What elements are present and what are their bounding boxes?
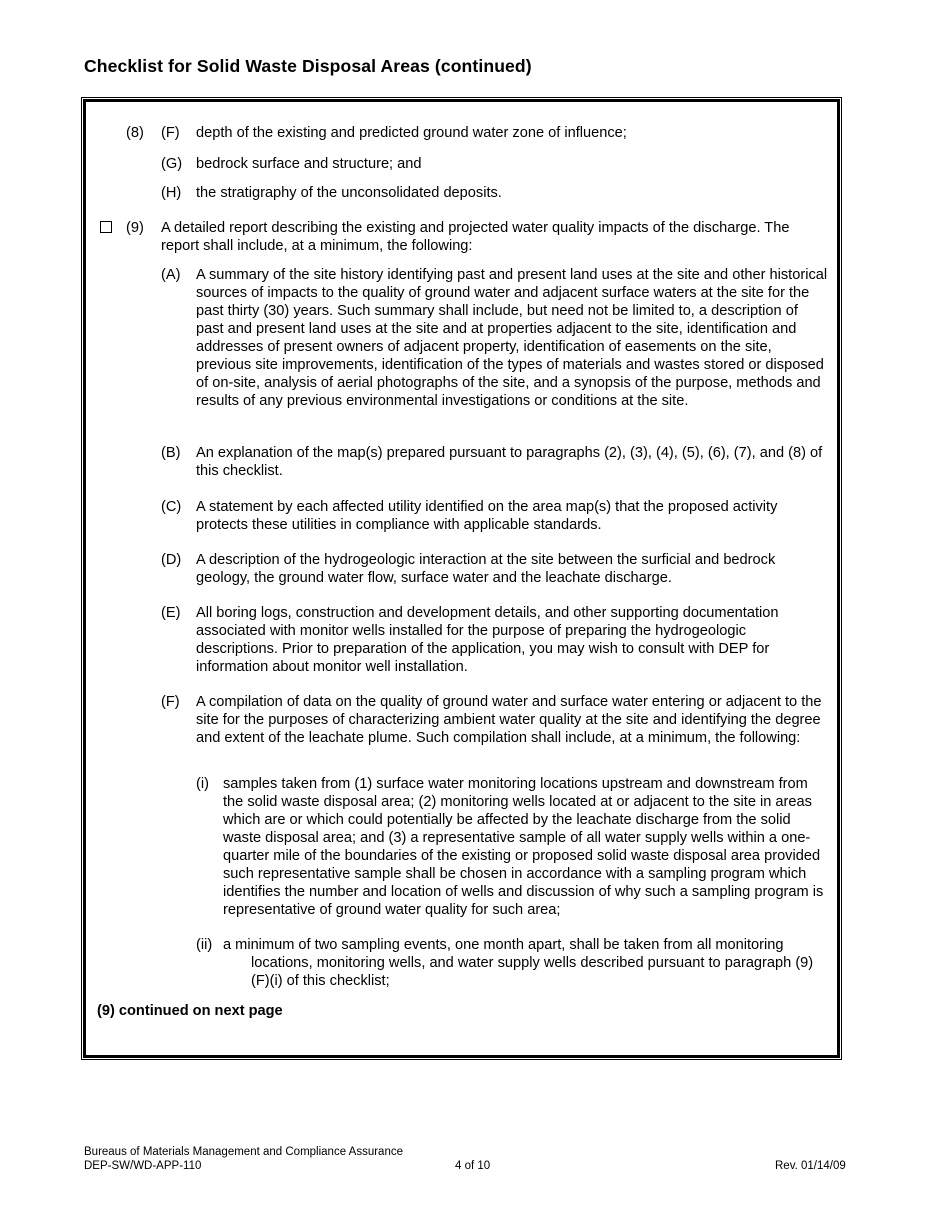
item-9-F-text: A compilation of data on the quality of ground water and surface water entering or adjacent to the site for the purposes of characterizing ambient water quality at the site and identifying the degree and extent of the leachate plume. Such compilation shall include, at a minimum, the following:: [196, 694, 822, 746]
item-8-H-text: the stratigraphy of the unconsolidated deposits.: [196, 185, 502, 201]
footer-form-id: DEP-SW/WD-APP-110: [84, 1160, 202, 1172]
item-9-checkbox[interactable]: [100, 221, 112, 233]
item-9-D-label: (D): [161, 552, 182, 568]
item-8-F-label: (F): [161, 125, 180, 141]
item-9-D-text: A description of the hydrogeologic interaction at the site between the surficial and bedrock geology, the ground water flow, surface water and the leachate discharge.: [196, 552, 776, 586]
item-9-B-text: An explanation of the map(s) prepared pursuant to paragraphs (2), (3), (4), (5), (6), (7), and (8) of this checklist.: [196, 445, 823, 479]
item-9-C-label: (C): [161, 499, 182, 515]
item-9-A-label: (A): [161, 267, 181, 283]
item-9-F-i-text: samples taken from (1) surface water monitoring locations upstream and downstream from the solid waste disposal area; (2) monitoring wells located at or adjacent to the site in areas which are or which could potentially be affected by the leachate discharge from the solid waste disposal area; and (3) a representative sample of all water supply wells within a one-quarter mile of the boundaries of the existing or proposed solid waste disposal area provided such representative sample shall be chosen in accordance with a sampling program which identifies the number and location of wells and discussion of why such a sampling program is representative of ground water quality for such area;: [223, 776, 824, 918]
item-8-H-label: (H): [161, 185, 182, 201]
continued-note: (9) continued on next page: [97, 1003, 283, 1019]
item-8-F-text: depth of the existing and predicted ground water zone of influence;: [196, 125, 627, 141]
item-8-number: (8): [126, 125, 144, 141]
item-9-F-ii-text-line1: a minimum of two sampling events, one month apart, shall be taken from all monitoring: [223, 937, 784, 953]
item-8-G-text: bedrock surface and structure; and: [196, 156, 422, 172]
item-9-C-text: A statement by each affected utility identified on the area map(s) that the proposed activity protects these utilities in compliance with applicable standards.: [196, 499, 778, 533]
footer-org: Bureaus of Materials Management and Compliance Assurance: [84, 1146, 403, 1158]
item-9-F-ii-text-rest: locations, monitoring wells, and water supply wells described pursuant to paragraph (9)(F)(i) of this checklist;: [251, 955, 814, 989]
item-9-F-i-label: (i): [196, 776, 209, 792]
item-9-number: (9): [126, 220, 144, 236]
item-9-B-label: (B): [161, 445, 181, 461]
item-9-intro: A detailed report describing the existing and projected water quality impacts of the discharge. The report shall include, at a minimum, the following:: [161, 220, 790, 254]
item-8-G-label: (G): [161, 156, 183, 172]
item-9-F-ii-label: (ii): [196, 937, 213, 953]
item-9-E-label: (E): [161, 605, 181, 621]
page-title: Checklist for Solid Waste Disposal Areas (continued): [84, 56, 532, 76]
item-9-E-text: All boring logs, construction and development details, and other supporting documentation associated with monitor wells installed for the purpose of preparing the hydrogeologic descriptions. Prior to preparation of the application, you may wish to consult with DEP for information about monitor well installation.: [196, 605, 779, 675]
item-9-A-text: A summary of the site history identifying past and present land uses at the site and other historical sources of impacts to the quality of ground water and adjacent surface waters at the site for the past thirty (30) years. Such summary shall include, but need not be limited to, a description of past and present land uses at the site and at properties adjacent to the site, identification and addresses of present owners of adjacent property, identification of easements on the site, previous site improvements, identification of the types of materials and wastes stored or disposed of on-site, analysis of aerial photographs of the site, and a synopsis of the purpose, methods and results of any previous environmental investigations or conditions at the site.: [196, 267, 828, 409]
item-9-F-label: (F): [161, 694, 180, 710]
footer-revision: Rev. 01/14/09: [775, 1160, 846, 1172]
footer-page-number: 4 of 10: [455, 1160, 491, 1172]
